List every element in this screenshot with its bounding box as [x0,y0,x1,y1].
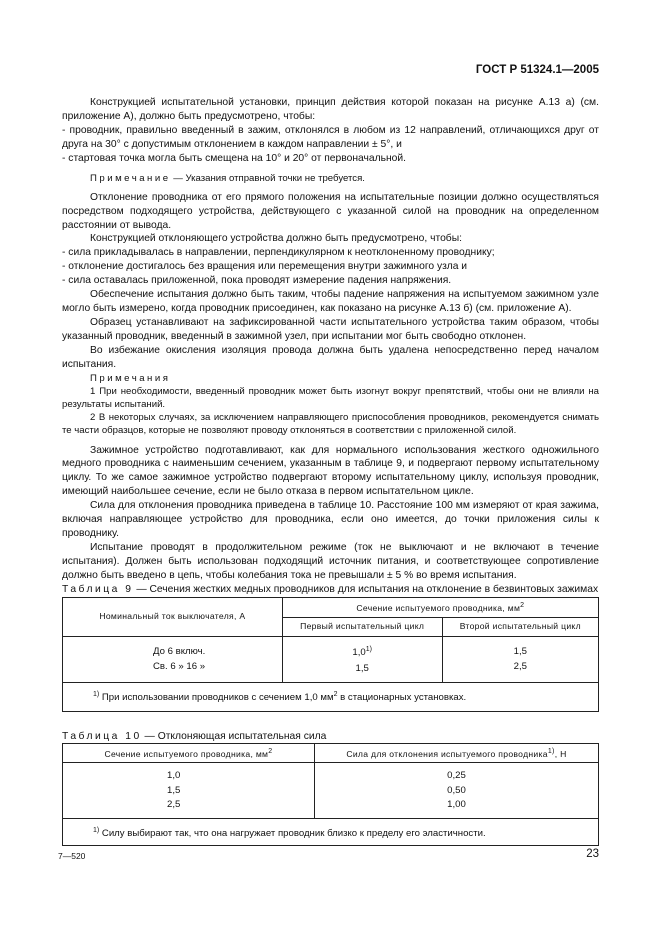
table9-first-cycle-cell: 1,0$^{1)}$ 1,5 [282,636,442,682]
list-item: - стартовая точка могла быть смещена на 10° и 20° от первоначальной. [62,152,406,164]
page-number: 23 [586,848,599,860]
table9-footnote: $^{1)}$ При использовании проводников с сечением 1,0 $мм^2$ в стационарных установках. [63,682,599,711]
paragraph: Зажимное устройство подготавливают, как для нормального использования жесткого одножильного медного проводника с наименьшим сечением, указанным в таблице 9, и подвергают первому испытательному циклу. То же самое зажимное устройство подвергают второму испытательному циклу, используя проводник, имеющий наибольшее сечение, если не было отказа в первом испытательном цикле. [62,444,599,498]
note-text: — Указания отправной точки не требуется. [170,172,365,184]
table9-caption [62,583,599,597]
table10-title: — Отклоняющая испытательная сила [141,730,327,742]
table9-col2b-header: Второй испытательный цикл [442,617,598,636]
table9 [62,597,599,712]
paragraph: Конструкцией отклоняющего устройства должно быть предусмотрено, чтобы: [90,233,462,245]
document-header: ГОСТ Р 51324.1—2005 [475,64,599,76]
paragraph: Испытание проводят в продолжительном режиме (ток не выключают и не включают в течение испытания). Должен быть использован подходящий источник питания, и соответствующее сопротивление должно быть введено в цепь, чтобы колебания тока не превышали ± 5 % во время испытания. [62,541,599,581]
note [62,172,599,185]
table10-col2-header: Сила для отклонения испытуемого проводника$^{1)}$, Н [314,744,598,763]
table9-col1-header: Номинальный ток выключателя, А [63,597,283,636]
page-body [62,96,599,846]
table9-col2a-header: Первый испытательный цикл [282,617,442,636]
table10-col1-header: Сечение испытуемого проводника, $мм^2$ [63,744,315,763]
paragraph: Во избежание окисления изоляция провода должна быть удалена непосредственно перед началом испытания. [62,344,599,370]
table-row [63,636,599,682]
table9-title: — Сечения жестких медных проводников для испытания на отклонение в безвинтовых зажимах [133,583,599,595]
table9-second-cycle-cell: 1,5 2,5 [442,636,598,682]
table10-caption [62,730,599,744]
list-item: - отклонение достигалось без вращения или перемещения внутри зажимного узла и [62,261,468,273]
paragraph: Сила для отклонения проводника приведена в таблице 10. Расстояние 100 мм измеряют от края зажима, включая направляющее устройство для проводника, если оно имеется, до точки приложения силы к проводнику. [62,500,599,539]
table10-forces-cell: 0,25 0,50 1,00 [314,763,598,819]
table10 [62,743,599,846]
list-item: - сила оставалась приложенной, пока проводят измерение падения напряжения. [62,275,452,287]
table9-col2-header: Сечение испытуемого проводника, $мм^2$ [282,597,598,617]
paragraph: Отклонение проводника от его прямого положения на испытательные позиции должно осуществляться посредством подходящего устройства, действующего с указанной силой на проводник на определенном расстоянии от вывода. [62,191,599,231]
paragraph: Образец устанавливают на зафиксированной части испытательного устройства таким образом, чтобы указанный проводник, введенный в зажимной узел, при испытании мог быть свободно отклонен. [62,316,599,342]
table10-footnote: $^{1)}$ Силу выбирают так, что она нагружает проводник близко к пределу его эластичности. [63,819,599,846]
table9-label: Таблица 9 [62,583,134,595]
paragraph: Обеспечение испытания должно быть таким, чтобы падение напряжения на испытуемом зажимном узле могло быть измерено, когда проводник присоединен, как показано на рисунке А.13 б) (см. приложение А). [62,289,599,314]
table9-current-cell: До 6 включ. Св. 6 » 16 » [63,636,283,682]
footer-code: 7—520 [58,851,86,861]
note-item: 1 При необходимости, введенный проводник может быть изогнут вокруг препятствий, чтобы они не влияли на результаты испытаний. [62,385,599,410]
paragraph: Конструкцией испытательной установки, принцип действия которой показан на рисунке А.13 а) (см. приложение А), должно быть предусмотрено, чтобы: [62,97,599,122]
note-item: 2 В некоторых случаях, за исключением направляющего приспособления проводников, рекомендуется снимать те части образцов, которые не позволяют проводу отклоняться в соответствии с приложенной силой. [62,412,599,437]
table10-label: Таблица 10 [62,730,142,742]
note-label: Примечание [90,172,171,184]
list-item: - сила прикладывалась в направлении, перпендикулярном к неотклоненному проводнику; [62,247,495,259]
list-item: - проводник, правильно введенный в зажим, отклонялся в любом из 12 направлений, отличающихся друг от друга на 30° с допустимым отклонением в каждом направлении ± 5°, и [62,124,599,150]
table10-sizes-cell: 1,0 1,5 2,5 [63,763,315,819]
table-row [63,763,599,819]
notes-label: Примечания [90,372,171,384]
